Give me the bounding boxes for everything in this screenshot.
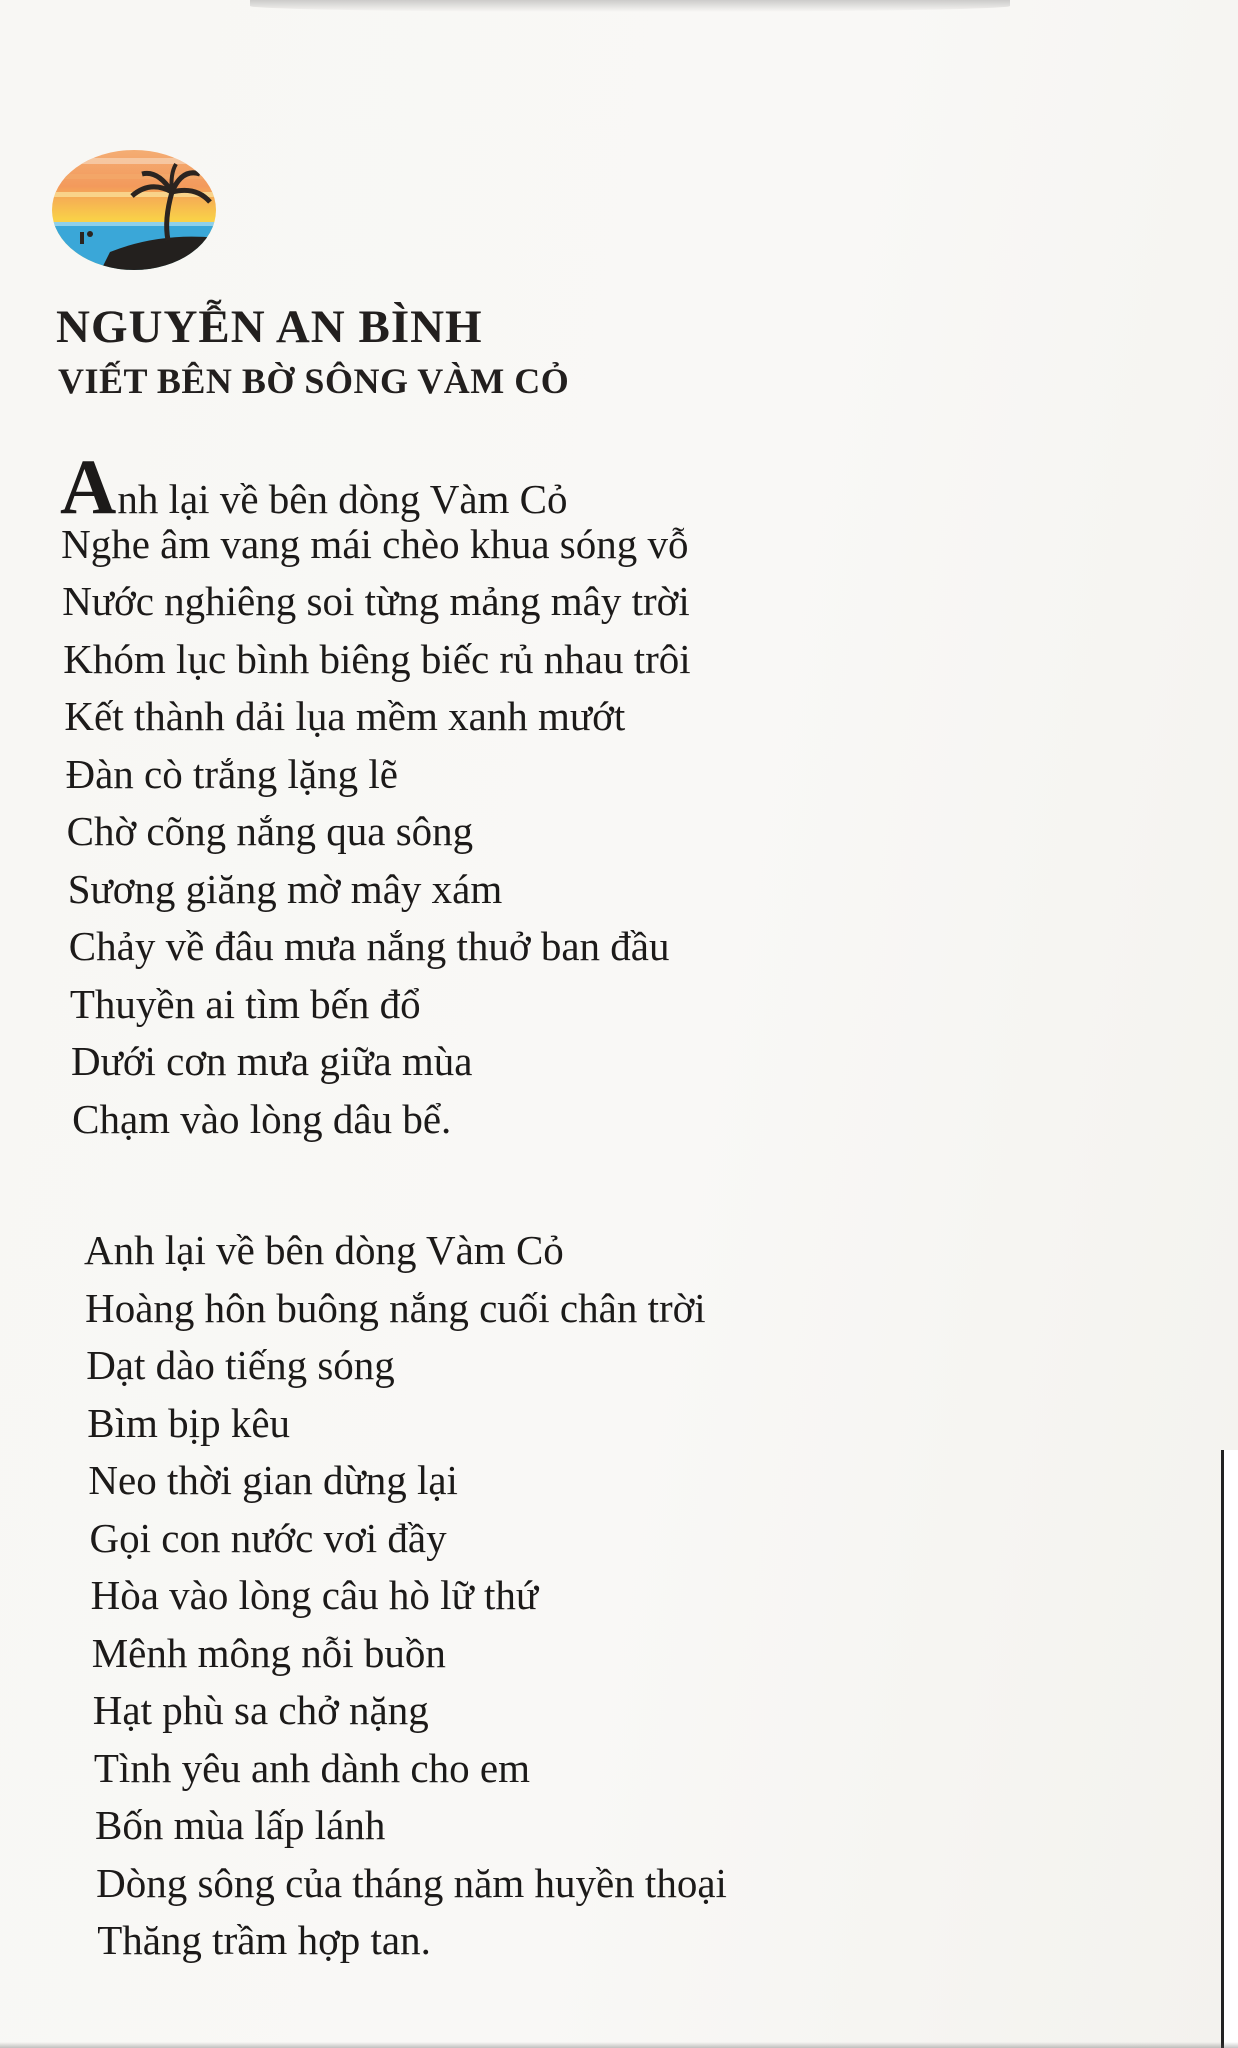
poem-line — [60, 631, 691, 689]
poem-line — [84, 1567, 727, 1625]
poem-line-text: Hoàng hôn buông nắng cuối chân trời — [85, 1284, 706, 1331]
poem-line — [60, 976, 691, 1034]
poem-line-text: Dòng sông của tháng năm huyền thoại — [96, 1859, 727, 1906]
poem-line-text: Bìm bịp kêu — [87, 1399, 291, 1446]
poem-line — [60, 861, 691, 919]
poem-line-text: Dưới cơn mưa giữa mùa — [71, 1038, 473, 1084]
poem-line-text: Chờ cõng nắng qua sông — [66, 808, 474, 854]
poem-line-text: Sương giăng mờ mây xám — [67, 865, 503, 912]
poem-line-text: Mênh mông nỗi buồn — [91, 1629, 446, 1676]
poem-line-text: Nghe âm vang mái chèo khua sóng vỗ — [61, 520, 689, 567]
dropcap-letter: A — [60, 443, 117, 530]
poem-line-text: Khóm lục bình biêng biếc rủ nhau trôi — [63, 635, 691, 682]
poem-line-text: Hòa vào lòng câu hò lữ thứ — [90, 1572, 539, 1618]
poem-line — [60, 1091, 691, 1149]
poem-line-text: Nước nghiêng soi từng mảng mây trời — [62, 578, 690, 624]
poem-line-text: Hạt phù sa chở nặng — [92, 1687, 429, 1733]
poem-line — [84, 1797, 727, 1855]
poem-line — [60, 516, 691, 574]
page-edge — [1221, 1450, 1238, 2048]
poem-line — [84, 1855, 727, 1913]
poem-line-text: Chảy về đâu mưa nắng thuở ban đầu — [68, 923, 670, 969]
author-name: NGUYỄN AN BÌNH — [56, 301, 483, 353]
poem-line — [60, 573, 691, 631]
poem-line-text: Thăng trầm hợp tan. — [97, 1917, 431, 1963]
poem-line — [60, 918, 691, 976]
poem-line — [84, 1395, 727, 1453]
poem-line — [84, 1452, 727, 1510]
poem-line-text: Chạm vào lòng dâu bể. — [72, 1095, 452, 1142]
poem-line — [84, 1337, 727, 1395]
poem-line — [84, 1510, 727, 1568]
poem-line-text: Bốn mùa lấp lánh — [95, 1802, 386, 1848]
poem-line — [84, 1222, 727, 1280]
page-bottom-shadow — [0, 2042, 1238, 2048]
poem-stanza-1 — [60, 443, 691, 1148]
poem-line — [84, 1280, 727, 1338]
page-curl-shadow — [250, 0, 1010, 12]
poem-stanza-2 — [84, 1222, 727, 1970]
poem-line — [60, 688, 691, 746]
poem-line — [60, 803, 691, 861]
poem-line-text: Dạt dào tiếng sóng — [86, 1342, 395, 1388]
poem-line — [84, 1682, 727, 1740]
poem-line-text: Tình yêu anh dành cho em — [93, 1744, 530, 1791]
poem-line — [60, 1033, 691, 1091]
poem-line-text: Anh lại về bên dòng Vàm Cỏ — [84, 1227, 564, 1273]
poem-line-text: Kết thành dải lụa mềm xanh mướt — [64, 693, 626, 739]
poem-line-text: nh lại về bên dòng Vàm Cỏ — [117, 476, 568, 522]
poem-line-text: Đàn cò trắng lặng lẽ — [65, 750, 398, 797]
palm-tree-sunset-icon — [50, 140, 218, 272]
poem-line-text: Neo thời gian dừng lại — [88, 1457, 458, 1503]
poem-title: VIẾT BÊN BỜ SÔNG VÀM CỎ — [58, 361, 570, 401]
poem-line — [60, 443, 691, 530]
poem-line — [60, 746, 691, 804]
poem-line-text: Thuyền ai tìm bến đổ — [69, 980, 421, 1027]
poem-line — [84, 1912, 727, 1970]
poem-line — [84, 1740, 727, 1798]
poem-line — [84, 1625, 727, 1683]
poem-line-text: Gọi con nước vơi đầy — [89, 1514, 447, 1561]
